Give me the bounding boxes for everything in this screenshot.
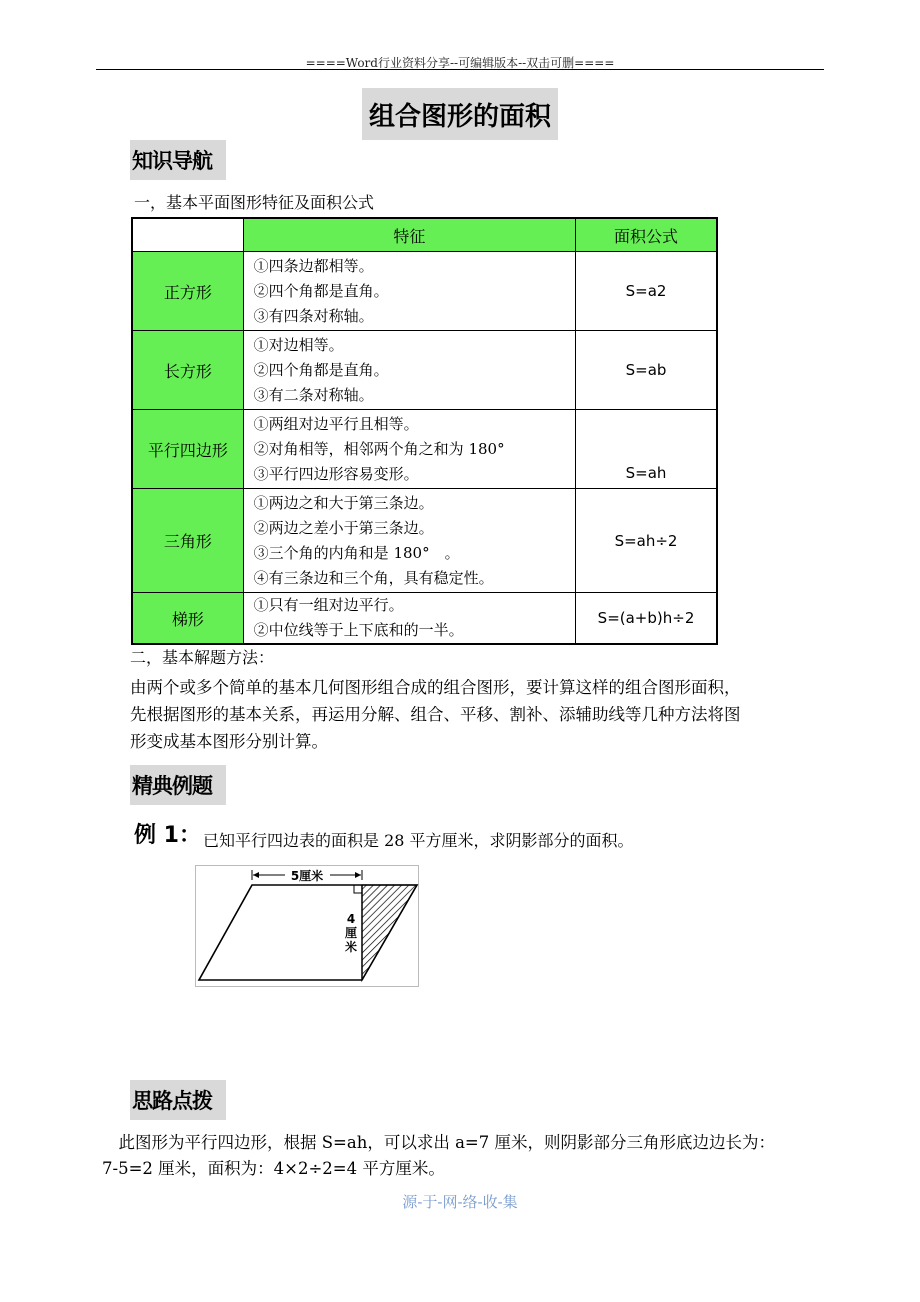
example-question: 已知平行四边表的面积是 28 平方厘米，求阴影部分的面积。 <box>203 831 634 850</box>
formula-cell: S=a2 <box>576 252 717 331</box>
table-header-row <box>132 218 717 252</box>
table-row <box>132 331 717 410</box>
section-hints: 思路点拨 <box>130 1080 226 1120</box>
label-height-unit-2: 米 <box>344 940 358 954</box>
table-row <box>132 410 717 489</box>
formula-cell: S=ah÷2 <box>576 489 717 593</box>
feature-item: ②中位线等于上下底和的一半。 <box>253 621 464 639</box>
shape-name: 正方形 <box>132 252 243 331</box>
feature-item: ③三个角的内角和是 180° 。 <box>253 543 460 562</box>
shape-name: 平行四边形 <box>132 410 243 489</box>
table-row <box>132 489 717 593</box>
feature-list <box>243 331 575 410</box>
feature-item: ①对边相等。 <box>253 335 344 354</box>
page-title: 组合图形的面积 <box>362 88 558 140</box>
feature-item: ②四个角都是直角。 <box>253 360 389 379</box>
feature-list <box>243 410 575 489</box>
shape-name: 长方形 <box>132 331 243 410</box>
solution-line: 7-5=2 厘米，面积为：4×2÷2=4 平方厘米。 <box>102 1159 445 1178</box>
feature-item: ③有四条对称轴。 <box>253 306 374 325</box>
feature-list <box>243 593 575 645</box>
header-divider <box>96 69 824 70</box>
shape-formula-table <box>131 217 718 645</box>
solution-line: 此图形为平行四边形，根据 S=ah，可以求出 a=7 厘米，则阴影部分三角形底边边长为： <box>102 1133 775 1152</box>
header-blank-cell <box>132 218 243 252</box>
parallelogram-figure <box>195 865 419 987</box>
feature-item: ①只有一组对边平行。 <box>253 596 404 614</box>
page-footer: 源-于-网-络-收-集 <box>402 1193 518 1211</box>
method-line: 由两个或多个简单的基本几何图形组合成的组合图形，要计算这样的组合图形面积， <box>130 678 741 697</box>
method-paragraph <box>130 674 741 755</box>
method-line: 形变成基本图形分别计算。 <box>130 732 328 751</box>
feature-item: ①四条边都相等。 <box>253 256 374 275</box>
formula-cell: S=ah <box>576 410 717 489</box>
header-formula: 面积公式 <box>576 218 717 252</box>
example-label: 例 1： <box>134 823 201 848</box>
feature-item: ②两边之差小于第三条边。 <box>253 518 434 537</box>
feature-item: ④有三条边和三个角，具有稳定性。 <box>253 568 494 587</box>
label-height-digit: 4 <box>346 912 356 926</box>
table-row <box>132 252 717 331</box>
section-knowledge-nav: 知识导航 <box>130 140 226 180</box>
feature-list <box>243 489 575 593</box>
formula-cell: S=ab <box>576 331 717 410</box>
shape-name: 梯形 <box>132 593 243 645</box>
feature-list <box>243 252 575 331</box>
header-feature: 特征 <box>243 218 575 252</box>
feature-item: ②对角相等，相邻两个角之和为 180° <box>253 439 505 458</box>
section-examples: 精典例题 <box>130 765 226 805</box>
label-height-unit-1: 厘 <box>344 926 358 940</box>
shape-name: 三角形 <box>132 489 243 593</box>
feature-item: ①两组对边平行且相等。 <box>253 414 419 433</box>
intro-text: 一，基本平面图形特征及面积公式 <box>134 193 375 212</box>
formula-cell: S=(a+b)h÷2 <box>576 593 717 645</box>
label-top-length: 5厘米 <box>290 869 324 883</box>
feature-item: ①两边之和大于第三条边。 <box>253 493 434 512</box>
table-row <box>132 593 717 645</box>
solution-paragraph <box>102 1130 775 1182</box>
method-line: 先根据图形的基本关系，再运用分解、组合、平移、割补、添辅助线等几种方法将图 <box>130 705 741 724</box>
feature-item: ②四个角都是直角。 <box>253 281 389 300</box>
feature-item: ③有二条对称轴。 <box>253 385 374 404</box>
feature-item: ③平行四边形容易变形。 <box>253 464 419 483</box>
page-header: ====Word行业资料分享--可编辑版本--双击可删==== <box>305 56 615 70</box>
method-title: 二，基本解题方法： <box>130 648 275 667</box>
